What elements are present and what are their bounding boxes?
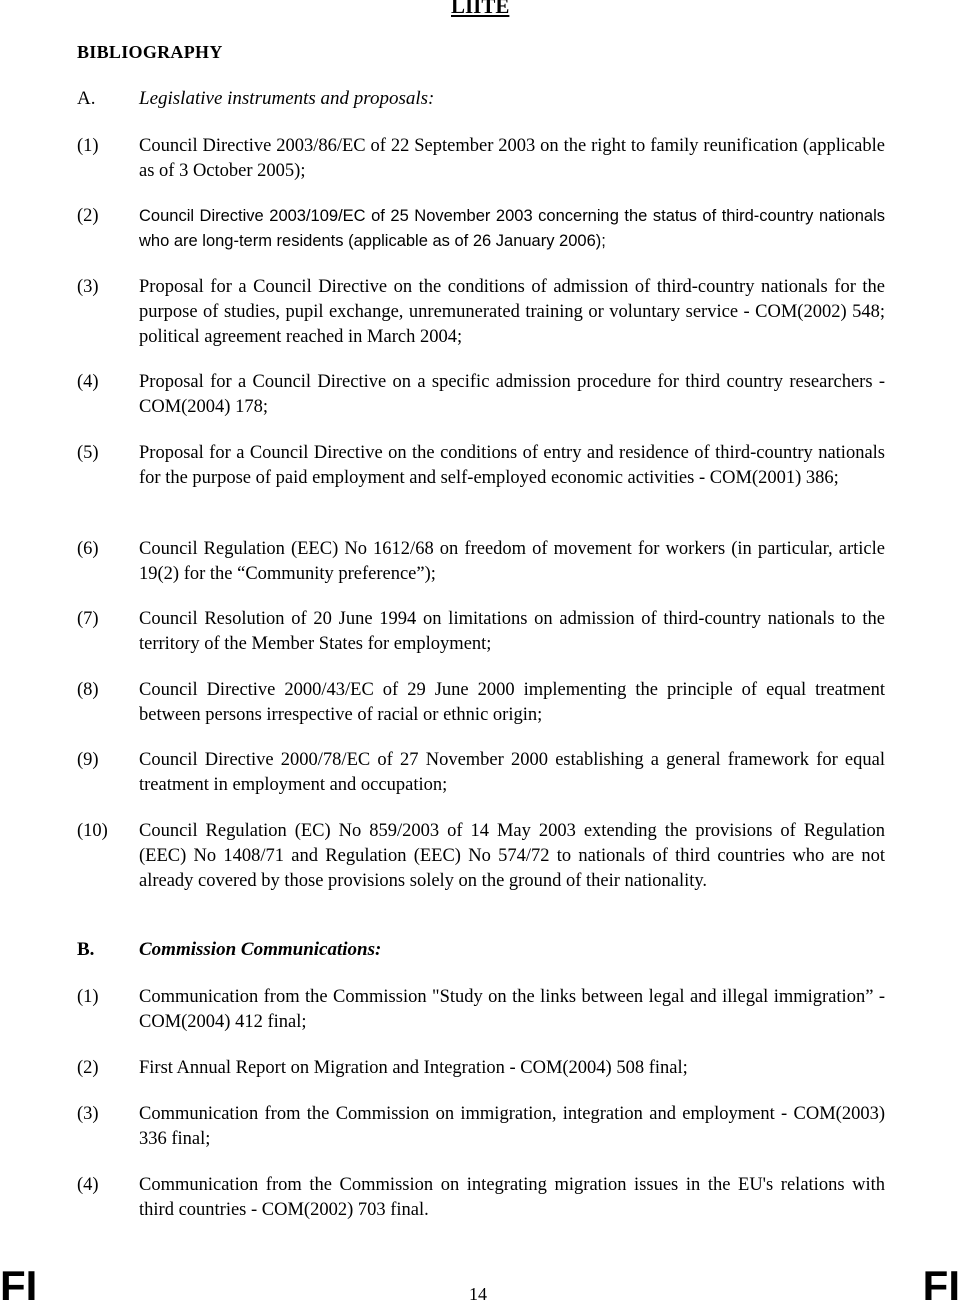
- section-letter: A.: [77, 88, 96, 109]
- item-number: (2): [77, 206, 99, 226]
- list-item: [77, 537, 885, 587]
- list-item: [77, 204, 885, 254]
- item-text: First Annual Report on Migration and Integration - COM(2004) 508 final;: [139, 1058, 688, 1078]
- list-item: [77, 370, 885, 420]
- list-item: [77, 275, 885, 350]
- page-number: 14: [469, 1284, 487, 1304]
- list-item: [77, 748, 885, 798]
- item-number: (6): [77, 539, 99, 559]
- bibliography-heading: BIBLIOGRAPHY: [77, 42, 223, 62]
- item-number: (5): [77, 443, 99, 463]
- list-item: [77, 985, 885, 1035]
- section-a-heading: [77, 88, 434, 110]
- section-title: Commission Communications:: [139, 939, 382, 960]
- list-item: [77, 1102, 885, 1152]
- item-text: Proposal for a Council Directive on the conditions of admission of third-country nationals for the purpose of studies, pupil exchange, unremunerated training or voluntary service - COM(2002) 548; political agreement reached in March 2004;: [139, 277, 885, 347]
- list-item: [77, 1173, 885, 1223]
- list-item: [77, 1056, 885, 1081]
- item-text: Communication from the Commission "Study on the links between legal and illegal immigration” - COM(2004) 412 final;: [139, 987, 885, 1032]
- item-text: Communication from the Commission on integrating migration issues in the EU's relations with third countries - COM(2002) 703 final.: [139, 1175, 885, 1220]
- item-text: Council Resolution of 20 June 1994 on limitations on admission of third-country nationals to the territory of the Member States for employment;: [139, 609, 885, 654]
- item-text: Council Regulation (EEC) No 1612/68 on freedom of movement for workers (in particular, article 19(2) for the “Community preference”);: [139, 539, 885, 584]
- item-number: (4): [77, 372, 99, 392]
- list-item: [77, 819, 885, 894]
- item-number: (10): [77, 821, 108, 841]
- item-text: Council Directive 2000/43/EC of 29 June 2000 implementing the principle of equal treatment between persons irrespective of racial or ethnic origin;: [139, 680, 885, 725]
- list-item: [77, 134, 885, 184]
- list-item: [77, 678, 885, 728]
- list-item: [77, 607, 885, 657]
- page-header-title: LIITE: [451, 0, 510, 18]
- item-text: Proposal for a Council Directive on a specific admission procedure for third country researchers - COM(2004) 178;: [139, 372, 885, 417]
- item-text: Communication from the Commission on immigration, integration and employment - COM(2003) 336 final;: [139, 1104, 885, 1149]
- item-text: Council Directive 2000/78/EC of 27 November 2000 establishing a general framework for equal treatment in employment and occupation;: [139, 750, 885, 795]
- item-number: (2): [77, 1058, 99, 1078]
- item-number: (3): [77, 277, 99, 297]
- item-text: Council Directive 2003/86/EC of 22 September 2003 on the right to family reunification (applicable as of 3 October 2005);: [139, 136, 885, 181]
- item-number: (4): [77, 1175, 99, 1195]
- footer-language-code-left: FI: [0, 1262, 38, 1309]
- footer-language-code-right: FI: [922, 1262, 960, 1309]
- item-text: Council Directive 2003/109/EC of 25 November 2003 concerning the status of third-country nationals who are long-term residents (applicable as of 26 January 2006);: [139, 207, 885, 250]
- item-number: (8): [77, 680, 99, 700]
- list-item: [77, 441, 885, 491]
- item-number: (9): [77, 750, 99, 770]
- item-number: (1): [77, 136, 99, 156]
- item-number: (3): [77, 1104, 99, 1124]
- item-number: (7): [77, 609, 99, 629]
- item-text: Council Regulation (EC) No 859/2003 of 14 May 2003 extending the provisions of Regulation (EEC) No 1408/71 and Regulation (EEC) No 574/72 to nationals of third countries who are not already covered by those provisions solely on the ground of their nationality.: [139, 821, 885, 891]
- item-text: Proposal for a Council Directive on the conditions of entry and residence of third-country nationals for the purpose of paid employment and self-employed economic activities - COM(2001) 386;: [139, 443, 885, 488]
- item-number: (1): [77, 987, 99, 1007]
- section-letter: B.: [77, 939, 95, 960]
- section-title: Legislative instruments and proposals:: [139, 88, 435, 109]
- section-b-heading: [77, 939, 381, 961]
